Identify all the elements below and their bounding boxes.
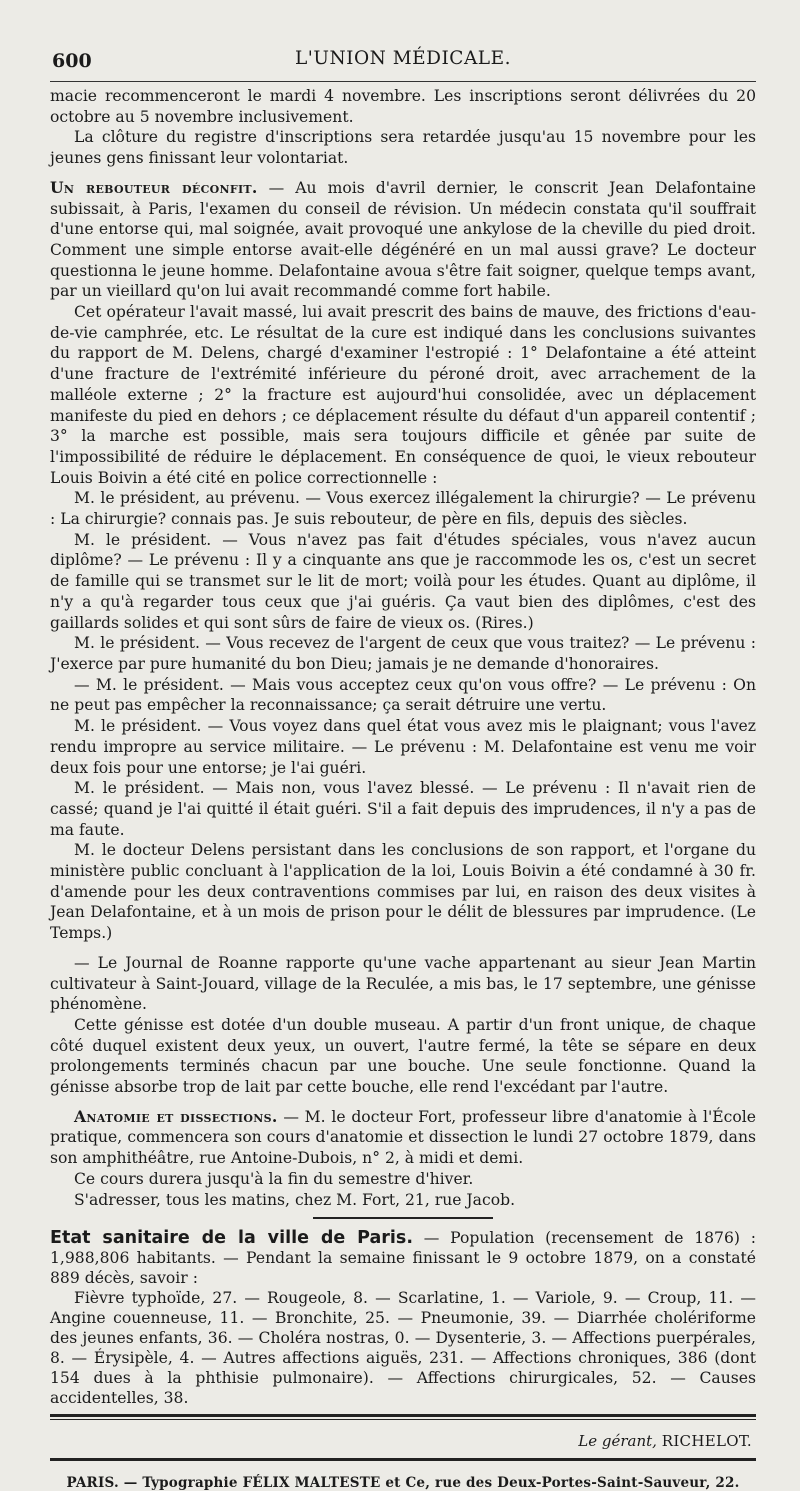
paragraph-text: Cet opérateur l'avait massé, lui avait prescrit des bains de mauve, des frictions d'eau-de-vie camphrée, etc. Le résultat de la cure est indiqué dans les conclusions suivantes du rapport de M. Delens, chargé d'examiner l'estropié : 1° Delafontaine a été atteint d'une fracture de l'extrémité inférieure du péroné droit, avec arrachement de la malléole externe ; 2° la fracture est aujourd'hui consolidée, avec un déplacement manifeste du pied en dehors ; ce déplacement résulte du défaut d'un appareil contentif ; 3° la marche est possible, mais sera toujours difficile et gênée par suite de l'impossibilité de réduire le déplacement. En conséquence de quoi, le vieux rebouteur Louis Boivin a été cité en police correctionnelle : — [50, 303, 756, 487]
paragraph-text: M. le président. — Vous recevez de l'argent de ceux que vous traitez? — Le prévenu : J'exerce par pure humanité du bon Dieu; jamais je ne demande d'honoraires. — [50, 634, 756, 673]
article-paragraph — [50, 178, 756, 302]
imprint-rule — [50, 1458, 756, 1461]
article-paragraph — [50, 716, 756, 778]
footer-rule-thick — [50, 1414, 756, 1417]
printer-imprint: PARIS. — Typographie FÉLIX MALTESTE et Ce, rue des Deux-Portes-Saint-Sauveur, 22. — [66, 1475, 740, 1491]
paragraph-text: S'adresser, tous les matins, chez M. Fort, 21, rue Jacob. — [74, 1190, 516, 1209]
paragraph-text: M. le président. — Vous n'avez pas fait d'études spéciales, vous n'avez aucun diplôme? — Le prévenu : Il y a cinquante ans que je raccommode les os, c'est un secret de famille qui se transmet sur le lit de mort; voilà pour les études. Quant au diplôme, il n'y a qu'à regarder tous ceux que j'ai guéris. Ça vaut bien des diplômes, c'est des gaillards solides et qui sont sûrs de faire de vieux os. (Rires.) — [50, 530, 756, 632]
article-paragraph — [50, 127, 756, 168]
paragraph-text: M. le président. — Vous voyez dans quel état vous avez mis le plaignant; vous l'avez rendu impropre au service militaire. — Le prévenu : M. Delafontaine est venu me voir deux fois pour une entorse; je l'ai guéri. — [50, 717, 756, 777]
paragraph-text: — Au mois d'avril dernier, le conscrit Jean Delafontaine subissait, à Paris, l'examen du conseil de révision. Un médecin constata qu'il souffrait d'une entorse qui, mal soignée, avait provoqué une ankylose de la cheville du pied droit. Comment une simple entorse avait-elle dégénéré en un mal aussi grave? Le docteur questionna le jeune homme. Delafontaine avoua s'être fait soigner, quelque temps avant, par un vieillard qu'on lui avait recommandé comme fort habile. — [50, 178, 756, 301]
paragraph-text: M. le président, au prévenu. — Vous exercez illégalement la chirurgie? — Le prévenu : La chirurgie? connais pas. Je suis rebouteur, de père en fils, depuis des siècles. — [50, 489, 756, 529]
etat-sanitaire-intro — [50, 1228, 756, 1288]
article-paragraph — [50, 1190, 756, 1211]
paragraph-text: — M. le président. — Mais vous acceptez ceux qu'on vous offre? — Le prévenu : On ne peut pas empêcher la reconnaissance; ça serait détruire une vertu. — [50, 675, 756, 715]
page-header — [50, 44, 756, 78]
article-paragraph — [50, 1107, 756, 1169]
article-body — [50, 86, 756, 1210]
article-paragraph — [50, 1015, 756, 1098]
section-lead: Anatomie et dissections. — [74, 1106, 278, 1126]
article-paragraph — [50, 633, 756, 674]
paragraph-text: La clôture du registre d'inscriptions sera retardée jusqu'au 15 novembre pour les jeunes gens finissant leur volontariat. — [50, 128, 756, 168]
article-paragraph — [50, 1169, 756, 1190]
etat-sanitaire-population: — Population (recensement de 1876) : 1,988,806 habitants. — Pendant la semaine finissant le 9 octobre 1879, on a constaté 889 décès, savoir : — [50, 1229, 756, 1288]
article-paragraph — [50, 778, 756, 840]
article-paragraph — [50, 488, 756, 529]
paragraph-text: Cette génisse est dotée d'un double museau. A partir d'un front unique, de chaque côté duquel existent deux yeux, un ouvert, l'autre fermé, la tête se sépare en deux prolongements terminés chacun par une bouche. Une seule fonctionne. Quand la génisse absorbe trop de lait par cette bouche, elle rend l'excédant par l'autre. — [50, 1015, 756, 1097]
article-paragraph — [50, 530, 756, 634]
gerant-signature — [50, 1432, 752, 1450]
section-divider — [313, 1217, 493, 1219]
gerant-label: Le gérant, — [578, 1432, 657, 1451]
journal-title: L'UNION MÉDICALE. — [295, 48, 511, 69]
paragraph-text: M. le président. — Mais non, vous l'avez blessé. — Le prévenu : Il n'avait rien de cassé; quand je l'ai quitté il était guéri. S'il a fait depuis des imprudences, il n'y a pas de ma faute. — [50, 779, 756, 839]
paragraph-text: M. le docteur Delens persistant dans les conclusions de son rapport, et l'organe du ministère public concluant à l'application de la loi, Louis Boivin a été condamné à 30 fr. d'amende pour les deux contraventions commises par lui, en raison des deux visites à Jean Delafontaine, et à un mois de prison pour le délit de blessures par imprudence. (Le Temps.) — [50, 841, 756, 943]
paragraph-text: Ce cours durera jusqu'à la fin du semestre d'hiver. — [74, 1169, 474, 1188]
footer-rule-thin — [50, 1419, 756, 1420]
article-paragraph — [50, 840, 756, 944]
paragraph-text: macie recommenceront le mardi 4 novembre. Les inscriptions seront délivrées du 20 octobre au 5 novembre inclusivement. — [50, 87, 756, 126]
etat-sanitaire-section — [50, 1228, 756, 1408]
article-paragraph — [50, 675, 756, 716]
gerant-name: RICHELOT. — [661, 1432, 752, 1451]
article-paragraph — [50, 953, 756, 1015]
etat-sanitaire-title: Etat sanitaire de la ville de Paris. — [50, 1228, 413, 1249]
article-paragraph — [50, 302, 756, 488]
etat-sanitaire-causes: Fièvre typhoïde, 27. — Rougeole, 8. — Scarlatine, 1. — Variole, 9. — Croup, 11. — Angine couenneuse, 11. — Bronchite, 25. — Pneumonie, 39. — Diarrhée cholériforme des jeunes enfants, 36. — Choléra nostras, 0. — Dysenterie, 3. — Affections puerpérales, 8. — Érysipèle, 4. — Autres affections aiguës, 231. — Affections chroniques, 386 (dont 154 dues à la phthisie pulmonaire). — Affections chirurgicales, 52. — Causes accidentelles, 38. — [50, 1289, 756, 1408]
page-number: 600 — [52, 50, 92, 72]
section-lead: Un rebouteur déconfit. — [50, 177, 258, 197]
paragraph-text: — Le Journal de Roanne rapporte qu'une vache appartenant au sieur Jean Martin cultivateur à Saint-Jouard, village de la Reculée, a mis bas, le 17 septembre, une génisse phénomène. — [50, 953, 756, 1014]
header-rule — [50, 81, 756, 82]
article-paragraph — [50, 86, 756, 127]
paragraph-text: — M. le docteur Fort, professeur libre d'anatomie à l'École pratique, commencera son cours d'anatomie et dissection le lundi 27 octobre 1879, dans son amphithéâtre, rue Antoine-Dubois, n° 2, à midi et demi. — [50, 1107, 757, 1168]
